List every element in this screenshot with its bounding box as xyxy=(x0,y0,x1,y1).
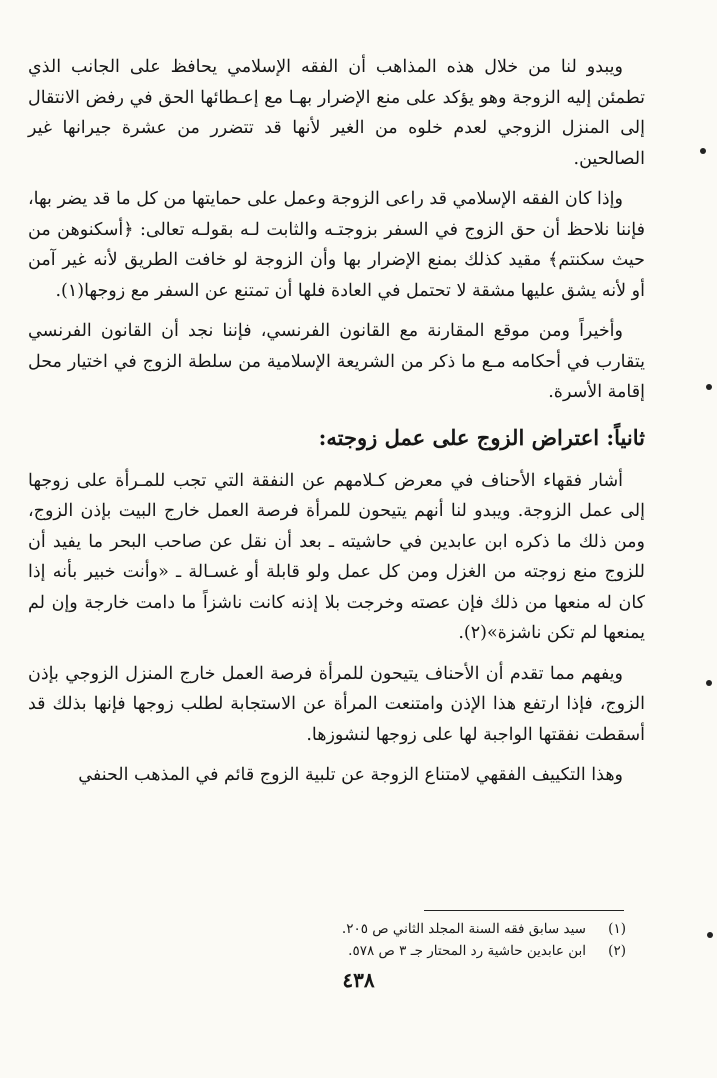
scan-edge-mark xyxy=(700,148,706,154)
paragraph-1: ويبدو لنا من خلال هذه المذاهب أن الفقه الإسلامي يحافظ على الجانب الذي تطمئن إليه الزوجة وهو يؤكد على منع الإضرار بهـا مع إعـطائها الحق في رفض الانتقال إلى المنزل الزوجي لعدم خلوه من الغير لأنها قد تتضرر من عشرة جيرانها غير الصالحين. xyxy=(28,57,645,169)
paragraph-3: وأخيراً ومن موقع المقارنة مع القانون الفرنسي، فإننا نجد أن القانون الفرنسي يتقارب في أحكامه مـع ما ذكر من الشريعة الإسلامية من سلطة الزوج في اختيار محل إقامة الأسرة. xyxy=(28,321,645,402)
paragraph-6: وهذا التكييف الفقهي لامتناع الزوجة عن تلبية الزوج قائم في المذهب الحنفي xyxy=(78,765,623,785)
scan-edge-mark xyxy=(706,384,712,390)
footnote-1 xyxy=(180,918,626,940)
page-number: ٤٣٨ xyxy=(342,968,375,992)
footnote-number: (١) xyxy=(608,921,626,937)
footnote-2 xyxy=(180,940,626,962)
scan-edge-mark xyxy=(707,932,713,938)
section-heading: ثانياً: اعتراض الزوج على عمل زوجته: xyxy=(318,424,645,450)
footnote-divider xyxy=(424,910,624,911)
paragraph-5: ويفهم مما تقدم أن الأحناف يتيحون للمرأة فرصة العمل خارج المنزل الزوجي بإذن الزوج، فإذا ارتفع هذا الإذن وامتنعت المرأة عن الاستجابة لطلب زوجها فإنها بذلك قد أسقطت نفقتها الواجبة لها على زوجها لنشوزها. xyxy=(28,663,645,745)
page-body xyxy=(28,52,645,801)
footnote-text: سيد سابق فقه السنة المجلد الثاني ص ٢٠٥. xyxy=(341,921,586,937)
scan-edge-mark xyxy=(706,680,712,686)
paragraph-2: وإذا كان الفقه الإسلامي قد راعى الزوجة وعمل على حمايتها من كل ما قد يضر بها، فإننا نلاحظ أن حق الزوج في السفر بزوجتـه والثابت لـه بقولـه تعالى: ﴿أسكنوهن من حيث سكنتم﴾ مقيد كذلك بمنع الإضرار بها وأن الزوجة لو خافت الطريق لأنه غير آمن أو لأنه يشق عليها مشقة لا تحتمل في العادة فلها أن تمتنع عن السفر مع زوجها(١). xyxy=(28,189,645,301)
paragraph-4: أشار فقهاء الأحناف في معرض كـلامهم عن النفقة التي تجب للمـرأة على زوجها إلى عمل الزوجة. ويبدو لنا أنهم يتيحون للمرأة فرصة العمل خارج البيت بإذن الزوج، ومن ذلك ما ذكره ابن عابدين في حاشيته ـ بعد أن نقل عن صاحب البحر ما يفيد أن للزوج منع زوجته من الغزل ومن كل عمل ولو قابلة أو غسـالة ـ «وأنت خبير بأنه إذا كان له منعها من ذلك فإن عصته وخرجت بلا إذنه كانت ناشزاً ما دامت خارجة وإن لم يمنعها لم تكن ناشزة»(٢). xyxy=(28,470,645,643)
footnote-text: ابن عابدين حاشية رد المحتار جـ ٣ ص ٥٧٨. xyxy=(348,943,586,959)
footnotes xyxy=(180,918,626,962)
footnote-number: (٢) xyxy=(608,943,626,959)
